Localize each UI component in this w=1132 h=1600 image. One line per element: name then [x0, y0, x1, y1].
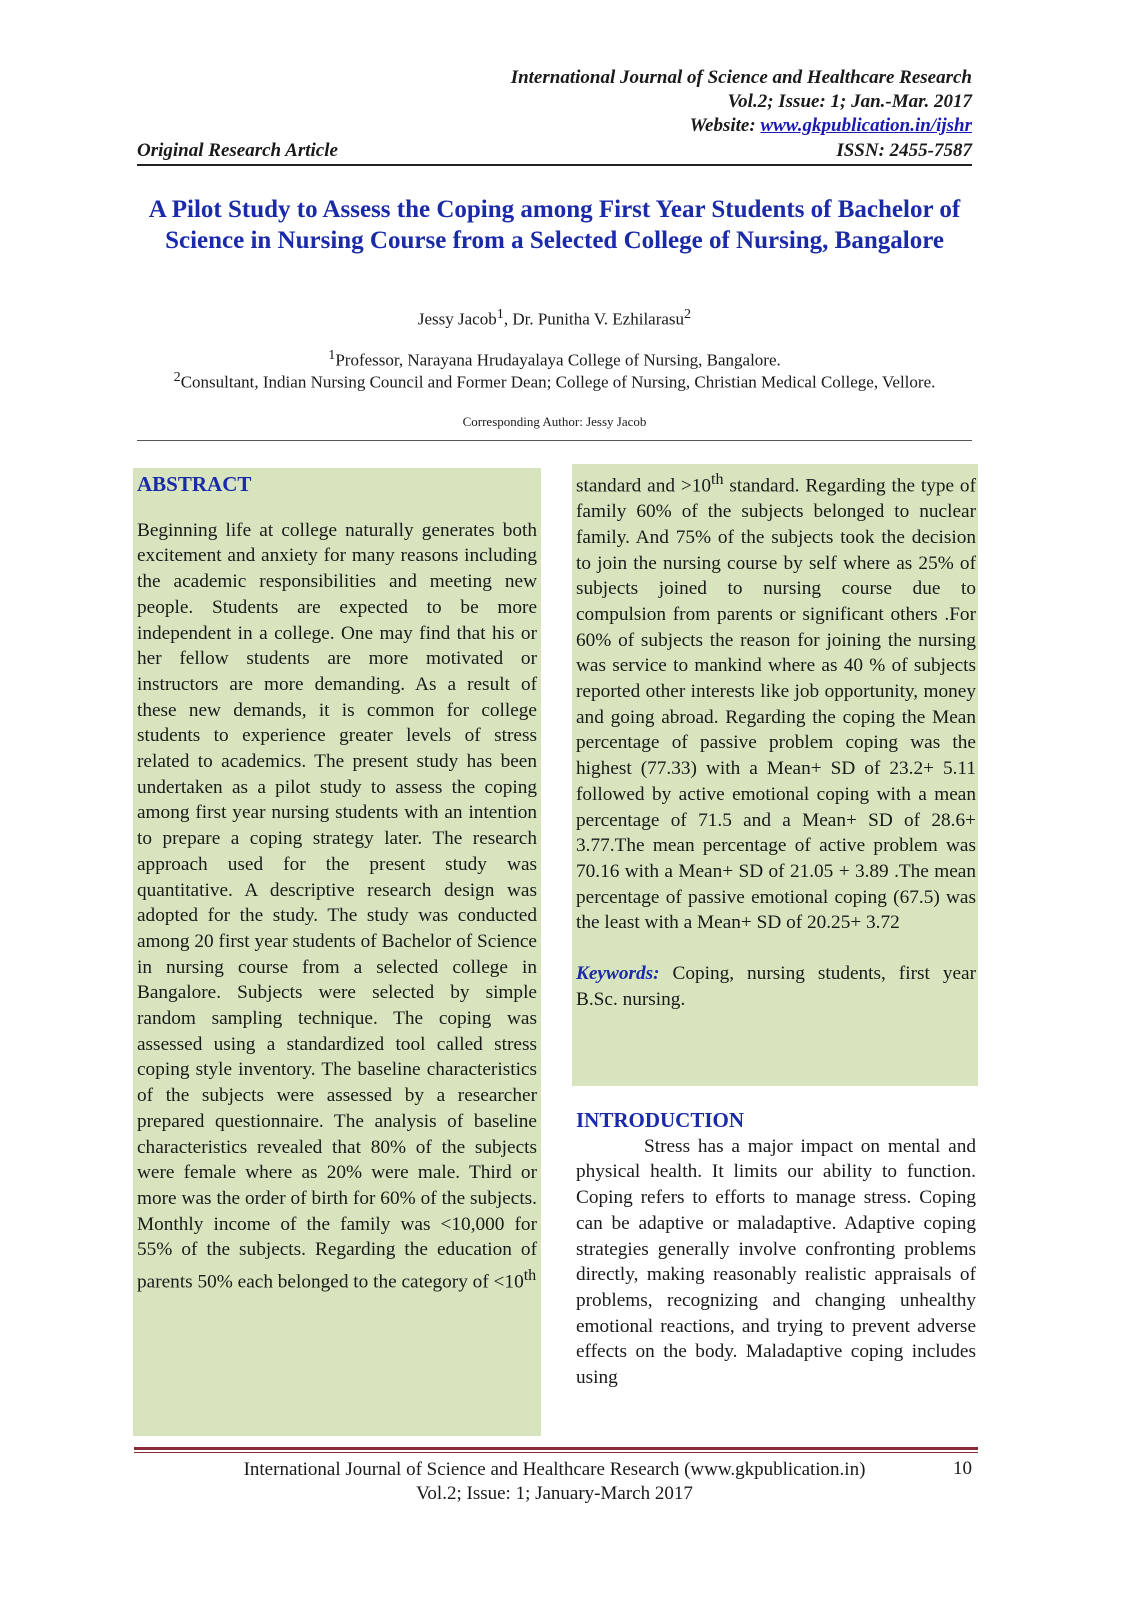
paper-title: A Pilot Study to Assess the Coping among First Year Students of Bachelor of Science in Nursing Course from a Selected College of Nursing, Bangalore [148, 196, 961, 254]
keywords [576, 961, 976, 1012]
footer-volume: Vol.2; Issue: 1; January-March 2017 [416, 1483, 693, 1504]
footer-journal: International Journal of Science and Healthcare Research (www.gkpublication.in) [243, 1459, 866, 1480]
introduction-heading: INTRODUCTION [576, 1108, 745, 1132]
journal-name: International Journal of Science and Healthcare Research [510, 67, 972, 88]
affiliation-1-sup: 1 [328, 347, 336, 363]
header-divider [137, 164, 972, 166]
abstract-text-1 [137, 518, 537, 1296]
issn: ISSN: 2455-7587 [836, 140, 972, 161]
abstract-left-column [137, 472, 537, 1295]
abstract-right-column [576, 467, 976, 1012]
title-divider [137, 440, 972, 441]
author-separator: , [503, 309, 513, 329]
footer-rule-thin [134, 1452, 978, 1453]
abstract-heading: ABSTRACT [137, 472, 252, 496]
footer-rule-thick [134, 1447, 978, 1450]
abstract-text-1-body: Beginning life at college naturally generates both excitement and anxiety for many reasons including the academic responsibilities and meeting new people. Students are expected to be more independent in a college. One may find that his or her fellow students are more motivated or instructors are more demanding. As a result of these new demands, it is common for college students to experience greater levels of stress related to academics. The present study has been undertaken as a pilot study to assess the coping among first year nursing students with an intention to prepare a coping strategy later. The research approach used for the present study was quantitative. A descriptive research design was adopted for the study. The study was conducted among 20 first year students of Bachelor of Science in nursing course from a selected college in Bangalore. Subjects were selected by simple random sampling technique. The coping was assessed using a standardized tool called stress coping style inventory. The baseline characteristics of the subjects were assessed by a researcher prepared questionnaire. The analysis of baseline characteristics revealed that 80% of the subjects were female where as 20% were male. Third or more was the order of birth for 60% of the subjects. Monthly income of the family was <10,000 for 55% of the subjects. Regarding the education of parents 50% each belonged to the category of <10 [137, 519, 537, 1293]
keywords-label: Keywords: [576, 963, 660, 985]
abstract-text-1-sup: th [523, 1267, 537, 1285]
abstract-text-2-sup: th [711, 471, 724, 488]
article-type: Original Research Article [137, 140, 338, 161]
author-1: Jessy Jacob [417, 309, 497, 329]
keywords-text: Coping, nursing students, first year B.Sc. nursing. [576, 963, 976, 1010]
website-label: Website: [689, 115, 756, 136]
author-1-sup: 1 [496, 306, 504, 322]
corresponding-author: Corresponding Author: Jessy Jacob [462, 414, 647, 429]
abstract-text-2-b: standard. Regarding the type of family 60% of the subjects belonged to nuclear family. And 75% of the subjects took the decision to join the nursing course by self where as 25% of subjects joined to nursing course due to compulsion from parents or significant others .For 60% of subjects the reason for joining the nursing was service to mankind where as 40 % of subjects reported other interests like job opportunity, money and going abroad. Regarding the coping the Mean percentage of passive problem coping was the highest (77.33) with a Mean+ SD of 23.2+ 5.11 followed by active emotional coping with a mean percentage of 71.5 and a Mean+ SD of 28.6+ 3.77.The mean percentage of active problem was 70.16 with a Mean+ SD of 21.05 + 3.89 .The mean percentage of passive emotional coping (67.5) was the least with a Mean+ SD of 20.25+ 3.72 [576, 475, 976, 934]
affiliation-1-text: Professor, Narayana Hrudayalaya College of Nursing, Bangalore. [335, 350, 781, 370]
affiliation-2 [137, 366, 972, 394]
introduction-section [576, 1108, 976, 1391]
author-2-sup: 2 [684, 306, 692, 322]
author-list [137, 306, 972, 330]
author-2: Dr. Punitha V. Ezhilarasu [512, 309, 685, 329]
journal-website [690, 114, 972, 138]
abstract-text-2-a: standard and >10 [576, 475, 711, 497]
page-number: 10 [953, 1458, 972, 1479]
introduction-text: Stress has a major impact on mental and physical health. It limits our ability to function. Coping refers to efforts to manage stress. Coping can be adaptive or maladaptive. Adaptive coping strategies generally involve confronting problems directly, making reasonably realistic appraisals of problems, recognizing and changing unhealthy emotional reactions, and trying to prevent adverse effects on the body. Maladaptive coping includes using [576, 1135, 976, 1389]
affiliation-2-sup: 2 [173, 369, 181, 385]
journal-volume: Vol.2; Issue: 1; Jan.-Mar. 2017 [727, 91, 972, 112]
abstract-text-2 [576, 467, 976, 936]
affiliation-2-text: Consultant, Indian Nursing Council and Former Dean; College of Nursing, Christian Medical College, Vellore. [180, 372, 936, 392]
website-link[interactable]: www.gkpublication.in/ijshr [760, 115, 972, 136]
